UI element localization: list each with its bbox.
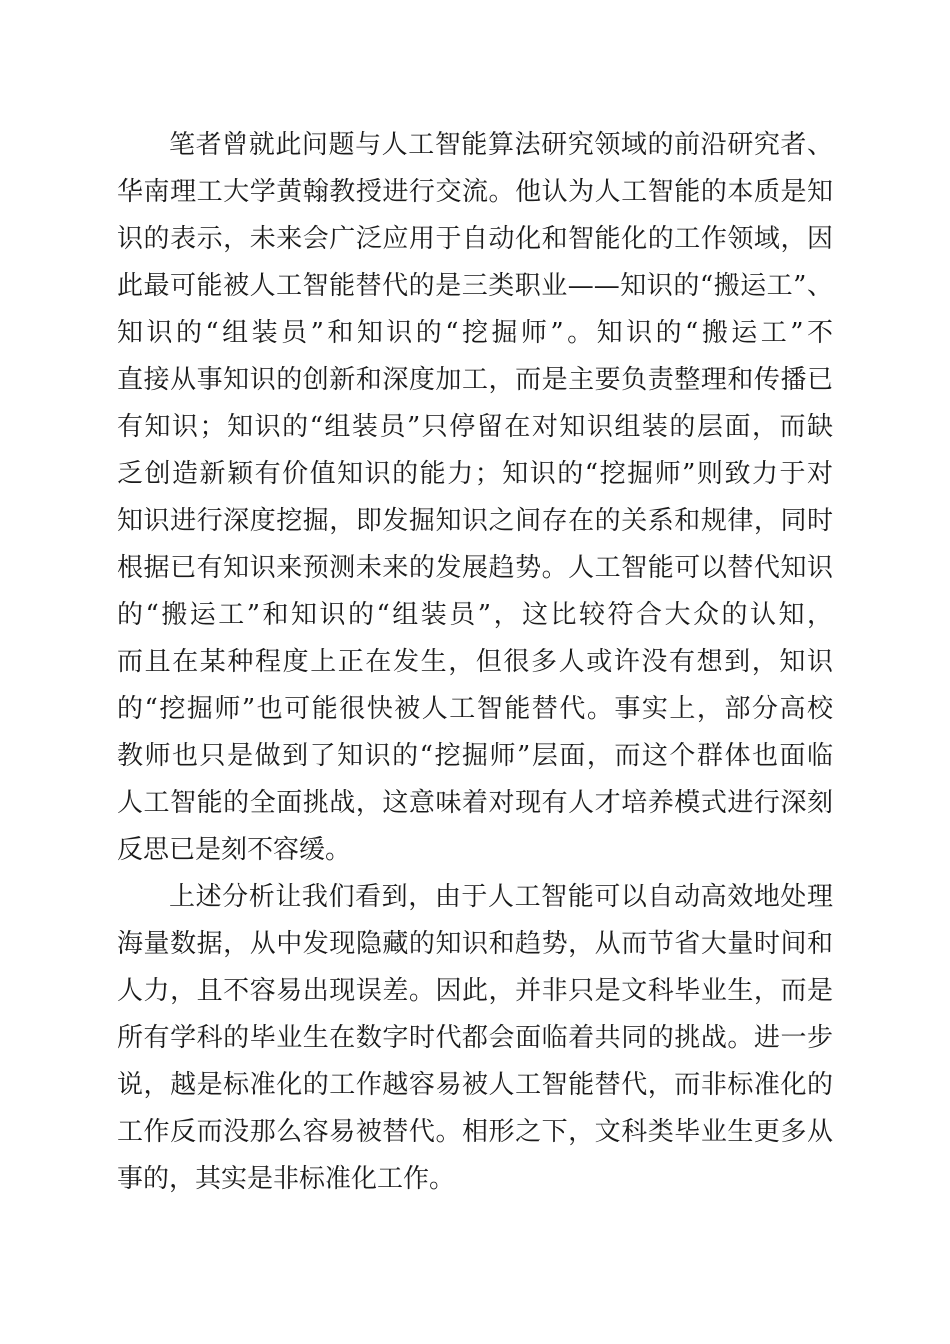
text-line: 乏创造新颖有价值知识的能力；知识的“挖掘师”则致力于对: [117, 459, 833, 489]
paragraph-2: [117, 874, 833, 1203]
text-line: 说，越是标准化的工作越容易被人工智能替代，而非标准化的: [117, 1070, 833, 1100]
text-line: 知识进行深度挖掘，即发掘知识之间存在的关系和规律，同时: [117, 506, 833, 536]
body-text: [117, 122, 833, 1203]
text-line: 此最可能被人工智能替代的是三类职业——知识的“搬运工”、: [117, 271, 833, 301]
text-line: 的“搬运工”和知识的“组装员”，这比较符合大众的认知，: [117, 600, 833, 630]
text-line: 所有学科的毕业生在数字时代都会面临着共同的挑战。进一步: [117, 1023, 833, 1053]
text-line: 人力，且不容易出现误差。因此，并非只是文科毕业生，而是: [117, 976, 833, 1006]
text-line: 而且在某种程度上正在发生，但很多人或许没有想到，知识: [117, 647, 833, 677]
text-line: 的“挖掘师”也可能很快被人工智能替代。事实上，部分高校: [117, 694, 833, 724]
text-line: 事的，其实是非标准化工作。: [117, 1164, 456, 1194]
text-line: 根据已有知识来预测未来的发展趋势。人工智能可以替代知识: [117, 553, 833, 583]
text-line: 上述分析让我们看到，由于人工智能可以自动高效地处理: [169, 882, 833, 912]
paragraph-1: [117, 122, 833, 874]
text-line: 工作反而没那么容易被替代。相形之下，文科类毕业生更多从: [117, 1117, 833, 1147]
text-line: 笔者曾就此问题与人工智能算法研究领域的前沿研究者、: [169, 130, 833, 160]
text-line: 人工智能的全面挑战，这意味着对现有人才培养模式进行深刻: [117, 788, 833, 818]
text-line: 反思已是刻不容缓。: [117, 835, 352, 865]
text-line: 识的表示，未来会广泛应用于自动化和智能化的工作领域，因: [117, 224, 833, 254]
text-line: 知识的“组装员”和知识的“挖掘师”。知识的“搬运工”不: [117, 318, 833, 348]
text-line: 华南理工大学黄翰教授进行交流。他认为人工智能的本质是知: [117, 177, 833, 207]
text-line: 教师也只是做到了知识的“挖掘师”层面，而这个群体也面临: [117, 741, 833, 771]
text-line: 海量数据，从中发现隐藏的知识和趋势，从而节省大量时间和: [117, 929, 833, 959]
text-line: 直接从事知识的创新和深度加工，而是主要负责整理和传播已: [117, 365, 833, 395]
text-line: 有知识；知识的“组装员”只停留在对知识组装的层面，而缺: [117, 412, 833, 442]
